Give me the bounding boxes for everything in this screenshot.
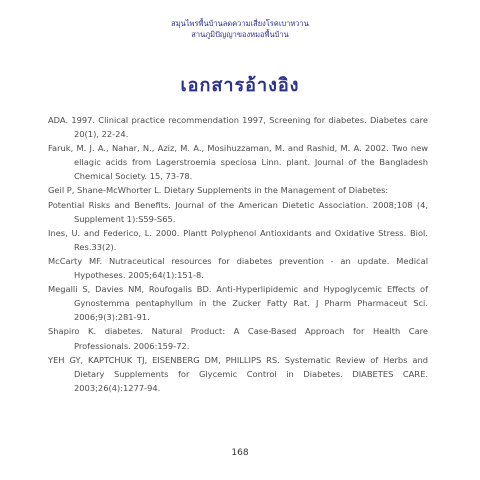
reference-list — [48, 113, 428, 395]
reference-item: Shapiro K. diabetes. Natural Product: A Case-Based Approach for Health Care Professionals. 2006:159-72. — [48, 326, 428, 351]
running-header-line-1: สมุนไพรพื้นบ้านลดความเสี่ยงโรคเบาหวาน — [171, 19, 309, 28]
reference-item: Potential Risks and Benefits. Journal of the American Dietetic Association. 2008;108 (4, Supplement 1):S59-S65. — [48, 199, 428, 224]
running-header-line-2: สานภูมิปัญญาของหมอพื้นบ้าน — [191, 30, 289, 39]
reference-item: McCarty MF. Nutraceutical resources for diabetes prevention - an update. Medical Hypotheses. 2005;64(1):151-8. — [48, 255, 428, 281]
reference-item: ADA. 1997. Clinical practice recommendation 1997, Screening for diabetes. Diabetes care 20(1), 22-24. — [48, 115, 428, 140]
reference-item: Faruk, M. J. A., Nahar, N., Aziz, M. A., Mosihuzzaman, M. and Rashid, M. A. 2002. Two new ellagic acids from Lagerstroemia speciosa Linn. plant. Journal of the Bangladesh Chemical Society. 15, 73-78. — [48, 143, 428, 182]
page-title: เอกสารอ้างอิง — [180, 75, 300, 96]
reference-item: Megalli S, Davies NM, Roufogalis BD. Anti-Hyperlipidemic and Hypoglycemic Effects of Gynostemma pentaphyllum in the Zucker Fatty Rat. J Pharm Pharmaceut Sci. 2006;9(3):281-91. — [48, 284, 428, 323]
running-header — [0, 18, 480, 40]
reference-item: YEH GY, KAPTCHUK TJ, EISENBERG DM, PHILLIPS RS. Systematic Review of Herbs and Dietary Supplements for Glycemic Control in Diabetes. DIABETES CARE. 2003;26(4):1277-94. — [48, 354, 428, 393]
page-number: 168 — [231, 448, 249, 458]
reference-item: Ines, U. and Federico, L. 2000. Plantt Polyphenol Antioxidants and Oxidative Stress. Biol. Res.33(2). — [48, 227, 428, 252]
reference-item: Geil P, Shane-McWhorter L. Dietary Supplements in the Management of Diabetes: — [48, 185, 389, 196]
